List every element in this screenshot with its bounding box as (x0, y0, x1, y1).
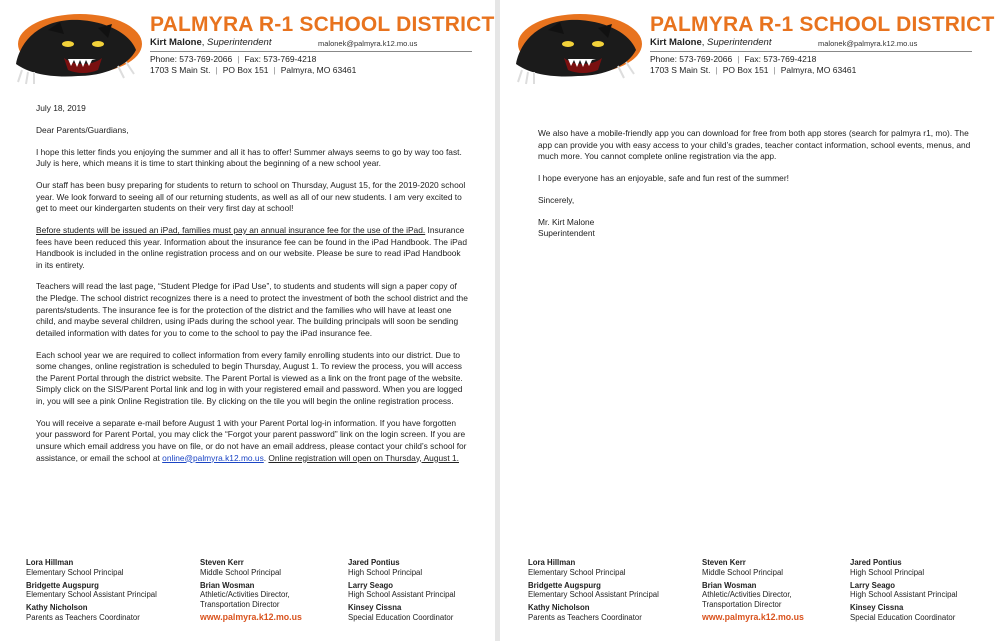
staff-role: Middle School Principal (702, 567, 784, 577)
phone-number: Phone: 573-769-2066 (650, 54, 733, 64)
staff-entry (348, 558, 455, 578)
street-address: 1703 S Main St. (650, 65, 711, 75)
letter-page-2 (500, 0, 1000, 641)
phone-number: Phone: 573-769-2066 (150, 54, 233, 64)
signature-name: Mr. Kirt Malone (538, 216, 595, 227)
panther-logo (508, 4, 643, 86)
staff-entry (702, 558, 804, 578)
footer-column-1 (26, 558, 157, 626)
staff-role-continued: Transportation Director (200, 600, 280, 610)
footer-column-3 (850, 558, 957, 626)
staff-entry (200, 558, 302, 578)
staff-name: Jared Pontius (850, 558, 902, 567)
staff-role: Parents as Teachers Coordinator (528, 612, 642, 622)
superintendent-line: Kirt Malone, Superintendent (650, 37, 772, 48)
staff-name: Kathy Nicholson (528, 603, 590, 613)
staff-name: Kinsey Cissna (348, 603, 402, 613)
staff-name: Steven Kerr (702, 558, 746, 567)
staff-name: Lora Hillman (528, 558, 576, 567)
staff-entry (702, 581, 804, 610)
staff-role: Athletic/Activities Director, (702, 590, 792, 600)
staff-name: Larry Seago (348, 580, 394, 590)
header-divider (150, 51, 472, 52)
online-email-link[interactable]: online@palmyra.k12.mo.us (162, 452, 264, 463)
header-divider (650, 51, 972, 52)
staff-role: High School Principal (850, 567, 925, 577)
sentence-break: . (263, 452, 269, 463)
paragraph-ipad-insurance (36, 225, 468, 271)
staff-role: High School Assistant Principal (348, 590, 456, 600)
contact-block: Phone: 573-769-2066 | Fax: 573-769-4218 1703 S Main St. | PO Box 151 | Palmyra, MO 63461 (650, 54, 857, 75)
staff-role: Elementary School Principal (26, 567, 124, 577)
district-website-link[interactable]: www.palmyra.k12.mo.us (200, 611, 302, 622)
footer-column-3 (348, 558, 455, 626)
po-box: PO Box 151 (222, 65, 269, 75)
paragraph-parent-portal (36, 418, 468, 464)
staff-role: Parents as Teachers Coordinator (26, 612, 140, 622)
letter-body (36, 103, 468, 474)
staff-entry (348, 603, 455, 623)
footer-column-2 (200, 558, 302, 623)
staff-name: Lora Hillman (26, 558, 74, 567)
staff-entry (850, 603, 957, 623)
district-title: PALMYRA R-1 SCHOOL DISTRICT (650, 13, 995, 36)
registration-open-notice: Online registration will open on Thursday, August 1. (268, 452, 459, 463)
staff-name: Brian Wosman (702, 580, 757, 590)
staff-name: Jared Pontius (348, 558, 400, 567)
district-title: PALMYRA R-1 SCHOOL DISTRICT (150, 13, 495, 36)
paragraph-student-pledge: Teachers will read the last page, “Student Pledge for iPad Use”, to students and students will sign a paper copy of the Pledge. The school district recognizes there is a need to protect the investment of both the school district and the parents/students. The insurance fee is for the protection of the district and the families who will have at least one child, and maybe several children, using iPads during the school year. The building principals will soon be sending detailed information with dates for you to come to the school to pay the iPad insurance fee. (36, 281, 468, 338)
contact-block: Phone: 573-769-2066 | Fax: 573-769-4218 1703 S Main St. | PO Box 151 | Palmyra, MO 63461 (150, 54, 357, 75)
street-address: 1703 S Main St. (150, 65, 211, 75)
district-website-link[interactable]: www.palmyra.k12.mo.us (702, 611, 804, 622)
superintendent-title: Superintendent (207, 37, 272, 48)
city-state-zip: Palmyra, MO 63461 (280, 65, 357, 75)
superintendent-email: malonek@palmyra.k12.mo.us (318, 39, 418, 48)
paragraph-online-registration: Each school year we are required to collect information from every family enrolling students into our district. Due to some changes, online registration is scheduled to begin Thursday, August 1. To review the process, you will access the Parent Portal through the district website. The Parent Portal is viewed as a link on the front page of the website. Simply click on the SIS/Parent Portal link and log in with your registered email and password. When you are logged in, you will see a pink Online Registration tile. By clicking on the tile you will begin the online registration process. (36, 349, 463, 406)
staff-name: Bridgette Augspurg (528, 580, 601, 590)
signature-title: Superintendent (538, 228, 595, 239)
staff-role-continued: Transportation Director (702, 600, 782, 610)
po-box: PO Box 151 (722, 65, 769, 75)
paragraph-mobile-app: We also have a mobile-friendly app you can download for free from both app stores (search for palmyra r1, mo). The app can provide you with easy access to your child’s grades, teacher contact information, school events, menus, and much more. You cannot complete online registration via the app. (538, 128, 971, 162)
staff-entry (528, 581, 659, 601)
staff-role: Elementary School Principal (528, 567, 626, 577)
footer-column-2 (702, 558, 804, 623)
staff-entry (26, 581, 157, 601)
staff-entry (26, 558, 157, 578)
staff-entry (348, 581, 455, 601)
superintendent-name: Kirt Malone (150, 37, 202, 48)
panther-logo (8, 4, 143, 86)
letter-page-1 (0, 0, 495, 641)
staff-role: Elementary School Assistant Principal (528, 590, 659, 600)
superintendent-name: Kirt Malone (650, 37, 702, 48)
footer-column-1 (528, 558, 659, 626)
letter-date: July 18, 2019 (36, 103, 86, 113)
superintendent-email: malonek@palmyra.k12.mo.us (818, 39, 918, 48)
staff-role: Special Education Coordinator (348, 612, 454, 622)
staff-entry (26, 603, 157, 623)
paragraph-return-date: Our staff has been busy preparing for students to return to school on Thursday, August 15, for the 2019-2020 school year. We look forward to seeing all of our returning students, as well as all of our new students. I am very excited to get to meet our kindergarten students on their very first day at school! (36, 179, 466, 214)
staff-name: Larry Seago (850, 580, 896, 590)
paragraph-closing-wish: I hope everyone has an enjoyable, safe and fun rest of the summer! (538, 172, 789, 183)
paragraph-intro: I hope this letter finds you enjoying the summer and all it has to offer! Summer always seems to go by way too fast. July is here, which means it is time to start thinking about the beginning of a new school year. (36, 146, 462, 169)
parent-portal-text: You will receive a separate e-mail before August 1 with your Parent Portal log-in information. If you have forgotten your password for Parent Portal, you may click the “Forgot your parent password” link on the login screen. If you are unsure which email address you have on file, or do not have an email address, please contact your child’s school for assistance, or email the school at (36, 417, 467, 463)
salutation: Dear Parents/Guardians, (36, 124, 129, 135)
staff-role: Athletic/Activities Director, (200, 590, 290, 600)
staff-role: High School Principal (348, 567, 423, 577)
staff-name: Kinsey Cissna (850, 603, 904, 613)
superintendent-line: Kirt Malone, Superintendent (150, 37, 272, 48)
ipad-insurance-notice: Before students will be issued an iPad, families must pay an annual insurance fee for the use of the iPad. (36, 224, 426, 235)
staff-name: Steven Kerr (200, 558, 244, 567)
staff-role: High School Assistant Principal (850, 590, 958, 600)
fax-number: Fax: 573-769-4218 (244, 54, 317, 64)
city-state-zip: Palmyra, MO 63461 (780, 65, 857, 75)
staff-entry (528, 558, 659, 578)
staff-entry (528, 603, 659, 623)
superintendent-title: Superintendent (707, 37, 772, 48)
staff-entry (850, 558, 957, 578)
staff-entry (200, 581, 302, 610)
staff-role: Middle School Principal (200, 567, 282, 577)
letter-body (538, 128, 978, 240)
ipad-insurance-details: Insurance fees have been reduced this year. Information about the insurance fee can be found in the iPad Handbook. The iPad Handbook is included in the online registration process and on our website. Please be sure to read iPad Handbook in its entirety. (36, 224, 467, 270)
staff-name: Kathy Nicholson (26, 603, 88, 613)
staff-name: Bridgette Augspurg (26, 580, 99, 590)
staff-role: Special Education Coordinator (850, 612, 956, 622)
staff-name: Brian Wosman (200, 580, 255, 590)
closing: Sincerely, (538, 194, 575, 205)
staff-role: Elementary School Assistant Principal (26, 590, 157, 600)
staff-entry (850, 581, 957, 601)
fax-number: Fax: 573-769-4218 (744, 54, 817, 64)
